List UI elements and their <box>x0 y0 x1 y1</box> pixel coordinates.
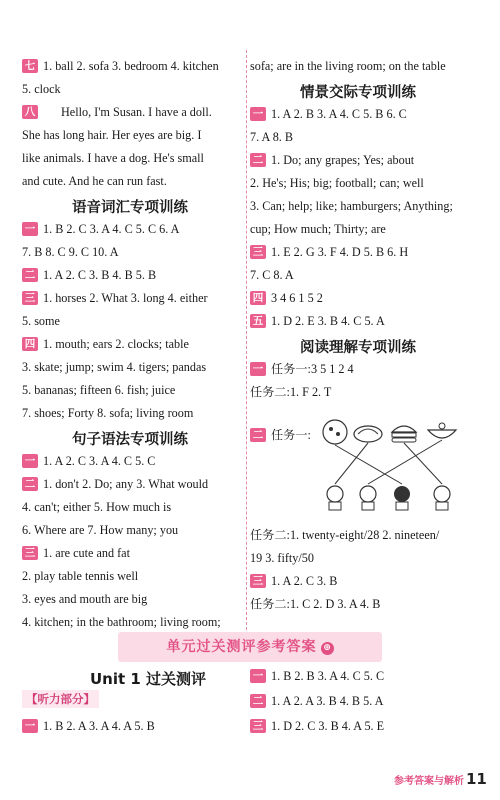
hamburger-icon <box>392 426 416 442</box>
answer-line: and cute. And he can run fast. <box>22 174 167 188</box>
answer-line: 7. A 8. B <box>250 130 294 144</box>
person-icon <box>434 486 450 510</box>
answer-line: 任务二:1. twenty-eight/28 2. nineteen/ <box>250 528 440 542</box>
answer-line: 五 1. D 2. E 3. B 4. C 5. A <box>250 313 385 329</box>
section-badge: 四 <box>250 291 266 305</box>
section-badge: 一 <box>22 454 38 468</box>
answer-line: 7. shoes; Forty 8. sofa; living room <box>22 406 194 420</box>
answer-line: 二 1. don't 2. Do; any 3. What would <box>22 476 208 492</box>
section-badge: 一 <box>22 719 38 733</box>
section-badge: 二 <box>22 477 38 491</box>
section-badge: 二 <box>22 268 38 282</box>
answer-line: 七 1. ball 2. sofa 3. bedroom 4. kitchen <box>22 58 219 74</box>
answer-line: 三 1. E 2. G 3. F 4. D 5. B 6. H <box>250 244 408 260</box>
answer-line: 一 1. B 2. C 3. A 4. C 5. C 6. A <box>22 221 179 237</box>
answer-line: 7. B 8. C 9. C 10. A <box>22 245 119 259</box>
answer-line: 任务二:1. F 2. T <box>250 385 332 399</box>
answer-line: 一 1. A 2. C 3. A 4. C 5. C <box>22 453 155 469</box>
section-badge: 八 <box>22 105 38 119</box>
section-badge: 二 <box>250 428 266 442</box>
answer-line: 3. Can; help; like; hamburgers; Anything; <box>250 199 453 213</box>
section-badge: 三 <box>250 574 266 588</box>
answer-line: 二 1. A 2. A 3. B 4. B 5. A <box>250 693 383 709</box>
answer-line: cup; How much; Thirty; are <box>250 222 386 236</box>
section-badge: 三 <box>250 245 266 259</box>
answer-line: 6. Where are 7. How many; you <box>22 523 179 537</box>
answer-line: 5. some <box>22 314 60 328</box>
answer-line: 二 1. Do; any grapes; Yes; about <box>250 152 414 168</box>
page-number: 11 <box>466 770 487 788</box>
section-badge: 五 <box>250 314 266 328</box>
section-title: 情景交际专项训练 <box>300 85 416 101</box>
dumplings-icon <box>354 426 382 442</box>
answer-line: like animals. I have a dog. He's small <box>22 151 204 165</box>
section-title: 阅读理解专项训练 <box>300 340 416 356</box>
answer-line: sofa; are in the living room; on the table <box>250 59 446 73</box>
section-badge: 三 <box>250 719 266 733</box>
matching-exercise-picture <box>320 418 470 513</box>
section-badge: 二 <box>250 153 266 167</box>
answer-line: 二 任务一: <box>250 427 311 443</box>
section-title: 句子语法专项训练 <box>72 432 188 448</box>
section-badge: 四 <box>22 337 38 351</box>
unit-title: Unit 1 过关测评 <box>90 670 207 688</box>
section-title: 语音词汇专项训练 <box>72 200 188 216</box>
listening-tag: 【听力部分】 <box>22 690 99 708</box>
answer-line: 一 任务一:3 5 1 2 4 <box>250 361 354 377</box>
answer-line: She has long hair. Her eyes are big. I <box>22 128 202 142</box>
answer-line: 5. clock <box>22 82 61 96</box>
answer-line: 4. kitchen; in the bathroom; living room; <box>22 615 221 629</box>
answer-line: 2. He's; His; big; football; can; well <box>250 176 424 190</box>
answer-line: 2. play table tennis well <box>22 569 139 583</box>
section-badge: 三 <box>22 291 38 305</box>
answer-line: 三 1. horses 2. What 3. long 4. either <box>22 290 208 306</box>
answer-line: 一 1. A 2. B 3. A 4. C 5. B 6. C <box>250 106 407 122</box>
answer-line: 5. bananas; fifteen 6. fish; juice <box>22 383 176 397</box>
arrow-circle-icon: ⊕ <box>321 642 334 655</box>
answer-line: 3. eyes and mouth are big <box>22 592 148 606</box>
section-badge: 二 <box>250 694 266 708</box>
page-footer: 参考答案与解析 11 <box>394 770 487 788</box>
section-badge: 七 <box>22 59 38 73</box>
answer-line: 一 1. B 2. B 3. A 4. C 5. C <box>250 668 384 684</box>
column-divider <box>246 50 247 630</box>
answer-line: 一 1. B 2. A 3. A 4. A 5. B <box>22 718 155 734</box>
answer-line: 3. skate; jump; swim 4. tigers; pandas <box>22 360 207 374</box>
answer-line: 四 1. mouth; ears 2. clocks; table <box>22 336 189 352</box>
answer-line: 任务二:1. C 2. D 3. A 4. B <box>250 597 381 611</box>
answer-line: 三 1. D 2. C 3. B 4. A 5. E <box>250 718 384 734</box>
answer-line: 三 1. A 2. C 3. B <box>250 573 337 589</box>
section-badge: 一 <box>250 362 266 376</box>
person-icon <box>327 486 343 510</box>
answer-line: 7. C 8. A <box>250 268 294 282</box>
answers-banner: 单元过关测评参考答案 ⊕ <box>118 632 382 662</box>
section-badge: 一 <box>22 222 38 236</box>
bowl-icon <box>428 423 456 438</box>
person-icon <box>360 486 376 510</box>
section-badge: 一 <box>250 107 266 121</box>
section-badge: 三 <box>22 546 38 560</box>
person-icon <box>394 486 410 510</box>
pizza-icon <box>323 420 347 444</box>
matching-lines <box>335 440 442 484</box>
answer-line: 19 3. fifty/50 <box>250 551 314 565</box>
answer-line: 三 1. are cute and fat <box>22 545 130 561</box>
answer-line: 4. can't; either 5. How much is <box>22 500 172 514</box>
answer-line: 八 Hello, I'm Susan. I have a doll. <box>22 104 212 120</box>
section-badge: 一 <box>250 669 266 683</box>
answer-line: 二 1. A 2. C 3. B 4. B 5. B <box>22 267 156 283</box>
answer-line: 四 3 4 6 1 5 2 <box>250 290 323 306</box>
